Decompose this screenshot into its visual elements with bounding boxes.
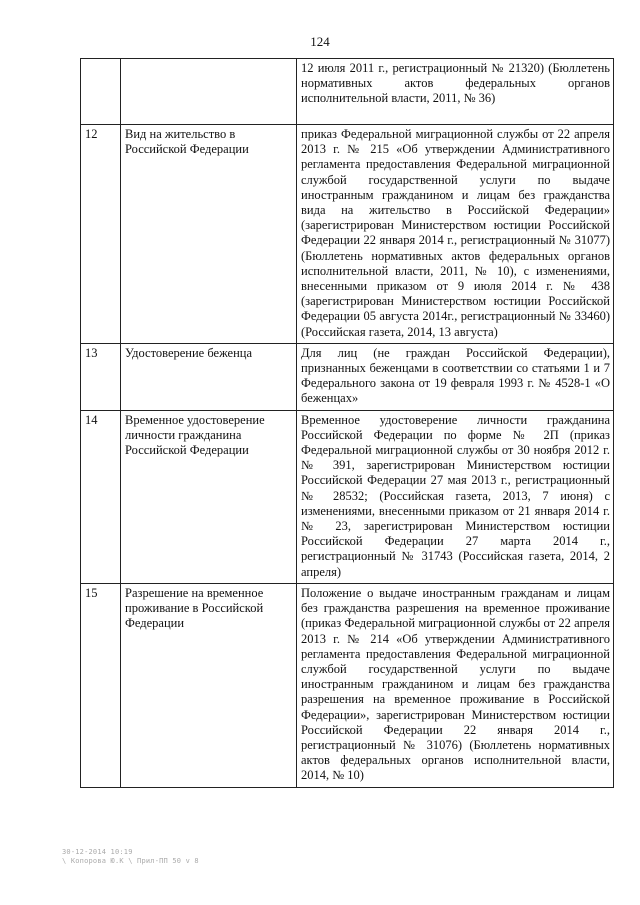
- document-name: Удостоверение беженца: [121, 343, 297, 410]
- stamp-line: \ Копорова Ю.К \ Прил-ПП 50 v 8: [62, 857, 199, 865]
- table-row: [81, 410, 614, 583]
- row-number: 13: [81, 343, 121, 410]
- document-description: 12 июля 2011 г., регистрационный № 21320) (Бюллетень нормативных актов федеральных органов исполнительной власти, 2011, № 36): [297, 59, 614, 125]
- row-number: 14: [81, 410, 121, 583]
- document-table: [80, 58, 614, 788]
- table-row: [81, 59, 614, 125]
- document-name: Временное удостоверение личности гражданина Российской Федерации: [121, 410, 297, 583]
- print-stamp: [62, 848, 199, 866]
- row-number: 15: [81, 583, 121, 787]
- document-description: Для лиц (не граждан Российской Федерации), признанных беженцами в соответствии со статьями 1 и 7 Федерального закона от 19 февраля 1993 г. № 4528-1 «О беженцах»: [297, 343, 614, 410]
- document-description: приказ Федеральной миграционной службы от 22 апреля 2013 г. № 215 «Об утверждении Административного регламента предоставления Федеральной миграционной службой государственной услуги по выдаче иностранным гражданином и лицам без гражданства вида на жительство в Российской Федерации» (зарегистрирован Министерством юстиции Российской Федерации 22 января 2014 г., регистрационный № 31077) (Бюллетень нормативных актов федеральных органов исполнительной власти, 2011, № 10), с изменениями, внесенными приказом от 9 июля 2014 г. № 438 (зарегистрирован Министерством юстиции Российской Федерации 05 августа 2014г., регистрационный № 33460) (Российская газета, 2014, 13 августа): [297, 125, 614, 344]
- page-number: 124: [310, 34, 330, 49]
- table-row: [81, 583, 614, 787]
- table-row: [81, 343, 614, 410]
- document-name: Вид на жительство в Российской Федерации: [121, 125, 297, 344]
- row-number: 12: [81, 125, 121, 344]
- document-description: Временное удостоверение личности гражданина Российской Федерации по форме № 2П (приказ Федеральной миграционной службы от 30 ноября 2012 г. № 391, зарегистрирован Министерством юстиции Российской Федерации 27 мая 2013 г., регистрационный № 28532; (Российская газета, 2013, 7 июня) с изменениями, внесенными приказом от 21 января 2014 г. № 23, зарегистрирован Министерством юстиции Российской Федерации 27 марта 2014 г., регистрационный № 31743 (Российская газета, 2014, 2 апреля): [297, 410, 614, 583]
- document-description: Положение о выдаче иностранным гражданам и лицам без гражданства разрешения на временное проживание (приказ Федеральной миграционной службы от 22 апреля 2013 г. № 214 «Об утверждении Административного регламента предоставления Федеральной миграционной службой государственной услуги по выдаче иностранным гражданином и лицам без гражданства разрешения на временное проживание в Российской Федерации», зарегистрирован Министерством юстиции Российской Федерации 22 января 2014 г., регистрационный № 31076) (Бюллетень нормативных актов федеральных органов исполнительной власти, 2014, № 10): [297, 583, 614, 787]
- row-number: [81, 59, 121, 125]
- document-name: Разрешение на временное проживание в Российской Федерации: [121, 583, 297, 787]
- document-name: [121, 59, 297, 125]
- table-row: [81, 125, 614, 344]
- stamp-line: 30-12-2014 10:19: [62, 848, 133, 856]
